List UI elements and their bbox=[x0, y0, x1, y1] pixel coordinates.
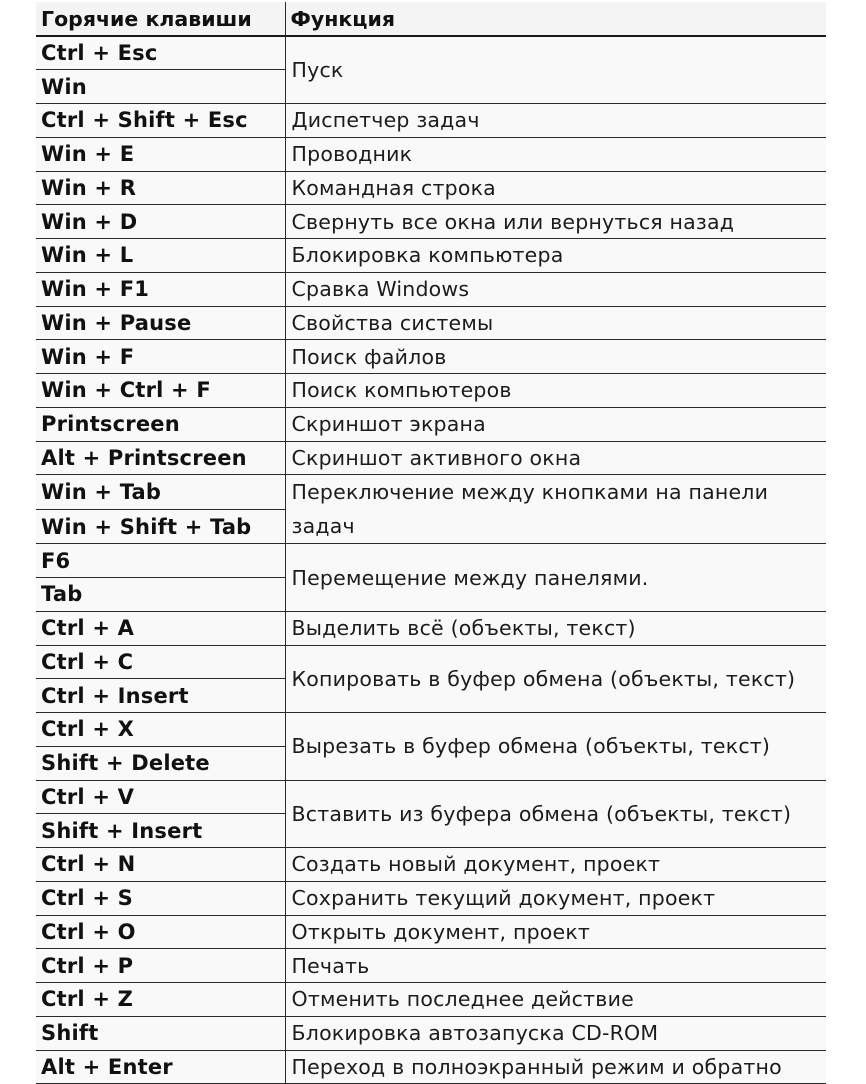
hotkey-cell: Win + F1 bbox=[36, 272, 285, 306]
hotkey-cell: Win bbox=[36, 70, 285, 104]
hotkey-cell: Shift bbox=[36, 1016, 285, 1050]
hotkey-cell: Alt + Enter bbox=[36, 1050, 285, 1084]
hotkey-cell: Ctrl + X bbox=[36, 713, 285, 747]
table-row bbox=[36, 441, 826, 475]
function-cell: Блокировка автозапуска CD-ROM bbox=[285, 1016, 826, 1050]
table-row bbox=[36, 239, 826, 273]
function-cell: Командная строка bbox=[285, 171, 826, 205]
hotkey-cell: Ctrl + Z bbox=[36, 983, 285, 1017]
table-row bbox=[36, 407, 826, 441]
function-cell: Переключение между кнопками на панели задач bbox=[285, 475, 826, 544]
header-keys: Горячие клавиши bbox=[36, 2, 285, 36]
table-row bbox=[36, 340, 826, 374]
function-cell: Поиск компьютеров bbox=[285, 374, 826, 408]
table-row bbox=[36, 104, 826, 138]
function-cell: Пуск bbox=[285, 36, 826, 104]
function-cell: Открыть документ, проект bbox=[285, 915, 826, 949]
function-cell: Перемещение между панелями. bbox=[285, 544, 826, 612]
table-row bbox=[36, 544, 826, 578]
hotkey-cell: Tab bbox=[36, 578, 285, 612]
hotkey-cell: Win + D bbox=[36, 205, 285, 239]
function-cell: Отменить последнее действие bbox=[285, 983, 826, 1017]
table-row bbox=[36, 645, 826, 679]
table-row bbox=[36, 848, 826, 882]
hotkey-cell: Shift + Insert bbox=[36, 814, 285, 848]
table-row bbox=[36, 36, 826, 70]
table-row bbox=[36, 1016, 826, 1050]
table-body bbox=[36, 36, 826, 1084]
function-cell: Выделить всё (объекты, текст) bbox=[285, 611, 826, 645]
table-row bbox=[36, 713, 826, 747]
table-row bbox=[36, 949, 826, 983]
table-row bbox=[36, 475, 826, 510]
hotkey-cell: Ctrl + S bbox=[36, 881, 285, 915]
hotkey-cell: Ctrl + Insert bbox=[36, 679, 285, 713]
function-cell: Переход в полноэкранный режим и обратно bbox=[285, 1050, 826, 1084]
hotkey-cell: Win + F bbox=[36, 340, 285, 374]
table-row bbox=[36, 780, 826, 814]
function-cell: Вырезать в буфер обмена (объекты, текст) bbox=[285, 713, 826, 781]
table-row bbox=[36, 137, 826, 171]
hotkey-cell: Win + Ctrl + F bbox=[36, 374, 285, 408]
hotkey-cell: Ctrl + O bbox=[36, 915, 285, 949]
function-cell: Блокировка компьютера bbox=[285, 239, 826, 273]
hotkey-cell: Ctrl + P bbox=[36, 949, 285, 983]
hotkey-cell: Ctrl + Shift + Esc bbox=[36, 104, 285, 138]
table-row bbox=[36, 205, 826, 239]
function-cell: Печать bbox=[285, 949, 826, 983]
hotkey-cell: Win + Shift + Tab bbox=[36, 509, 285, 544]
hotkey-cell: Win + E bbox=[36, 137, 285, 171]
table-row bbox=[36, 306, 826, 340]
function-cell: Проводник bbox=[285, 137, 826, 171]
hotkey-cell: Ctrl + V bbox=[36, 780, 285, 814]
table-row bbox=[36, 983, 826, 1017]
table-row bbox=[36, 171, 826, 205]
table-row bbox=[36, 915, 826, 949]
function-cell: Скриншот активного окна bbox=[285, 441, 826, 475]
table-row bbox=[36, 881, 826, 915]
function-cell: Скриншот экрана bbox=[285, 407, 826, 441]
hotkey-cell: Ctrl + Esc bbox=[36, 36, 285, 70]
hotkey-cell: F6 bbox=[36, 544, 285, 578]
hotkey-cell: Alt + Printscreen bbox=[36, 441, 285, 475]
hotkey-cell: Ctrl + C bbox=[36, 645, 285, 679]
hotkey-cell: Shift + Delete bbox=[36, 746, 285, 780]
function-cell: Создать новый документ, проект bbox=[285, 848, 826, 882]
hotkey-cell: Ctrl + N bbox=[36, 848, 285, 882]
hotkey-cell: Win + Tab bbox=[36, 475, 285, 510]
function-cell: Диспетчер задач bbox=[285, 104, 826, 138]
hotkey-cell: Ctrl + A bbox=[36, 611, 285, 645]
table-row bbox=[36, 611, 826, 645]
table-row bbox=[36, 272, 826, 306]
hotkey-cell: Win + L bbox=[36, 239, 285, 273]
header-function: Функция bbox=[285, 2, 826, 36]
header-row bbox=[36, 2, 826, 36]
hotkey-cell: Win + Pause bbox=[36, 306, 285, 340]
function-cell: Свойства системы bbox=[285, 306, 826, 340]
hotkey-cell: Win + R bbox=[36, 171, 285, 205]
hotkeys-table bbox=[36, 2, 826, 1084]
function-cell: Копировать в буфер обмена (объекты, текст) bbox=[285, 645, 826, 713]
table-row bbox=[36, 374, 826, 408]
function-cell: Сохранить текущий документ, проект bbox=[285, 881, 826, 915]
hotkey-cell: Printscreen bbox=[36, 407, 285, 441]
function-cell: Поиск файлов bbox=[285, 340, 826, 374]
function-cell: Свернуть все окна или вернуться назад bbox=[285, 205, 826, 239]
function-cell: Сравка Windows bbox=[285, 272, 826, 306]
function-cell: Вставить из буфера обмена (объекты, текст) bbox=[285, 780, 826, 848]
table-row bbox=[36, 1050, 826, 1084]
